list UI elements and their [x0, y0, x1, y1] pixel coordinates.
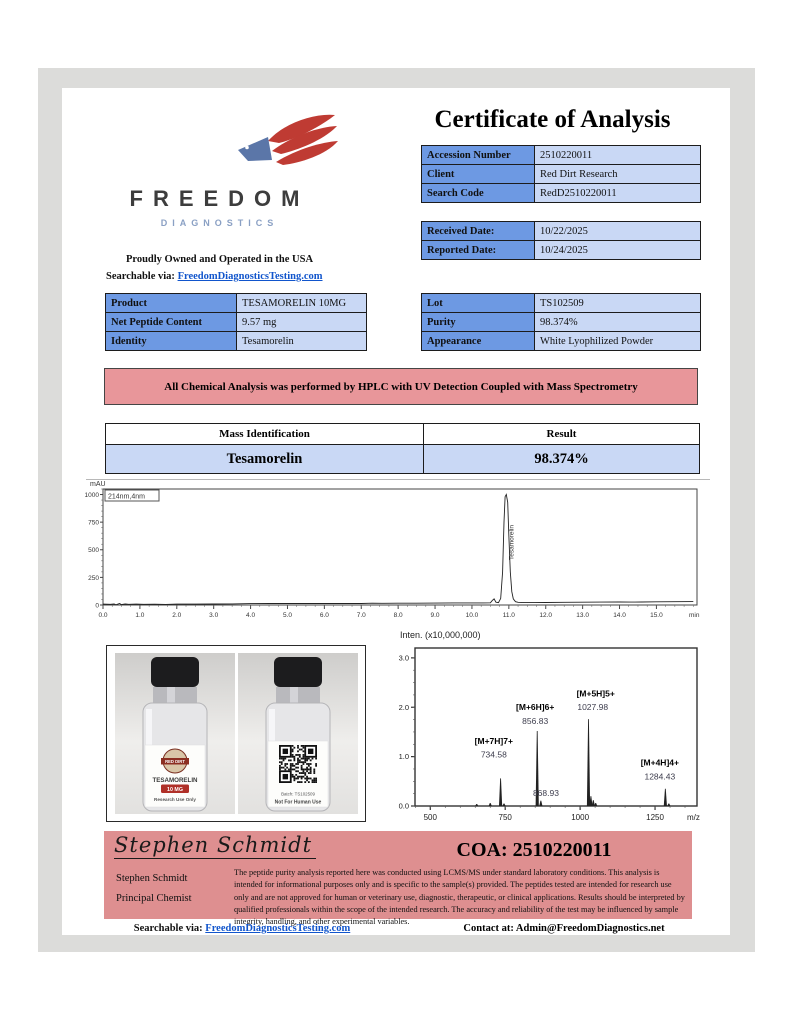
mass-id-compound: Tesamorelin: [106, 445, 424, 474]
table-row: [106, 424, 700, 445]
coa-number: COA: 2510220011: [456, 839, 612, 861]
dates-table: [421, 221, 701, 260]
svg-text:min: min: [689, 612, 700, 619]
vial-note-text: Research Use Only: [153, 797, 196, 802]
svg-text:3.0: 3.0: [398, 653, 409, 663]
searchable-label: Searchable via:: [106, 271, 175, 282]
svg-text:Tesamorelin: Tesamorelin: [508, 524, 516, 560]
svg-text:1000: 1000: [84, 491, 99, 499]
lot-label: Lot: [422, 294, 535, 313]
table-row: [422, 313, 701, 332]
table-row: [106, 313, 367, 332]
svg-text:500: 500: [423, 813, 437, 822]
svg-text:[M+6H]6+: [M+6H]6+: [516, 702, 555, 713]
svg-text:5.0: 5.0: [282, 612, 292, 619]
svg-text:734.58: 734.58: [480, 749, 507, 760]
certificate-page: [62, 88, 730, 935]
contact-line: Contact at: Admin@FreedomDiagnostics.net: [463, 923, 665, 934]
logo-wordmark: FREEDOM: [129, 186, 310, 211]
accession-label: Accession Number: [422, 146, 535, 165]
net-peptide-value: 9.57 mg: [237, 313, 367, 332]
disclaimer-text: The peptide purity analysis reported here was conducted using LCMS/MS under standard laboratory conditions. This analysis is intended for informational purposes only and is specific to the sample(s) provided. The peptides tested are intended for research use only and are not approved for human or veterinary use, diagnostic, therapeutic, or clinical applications. Results should be interpreted by qualified professionals within the scope of the intended research. The accuracy and reliability of the test may be influenced by sample integrity, handling, and other experimental variables.: [234, 868, 685, 927]
hplc-chromatogram: [86, 478, 710, 638]
svg-text:2.0: 2.0: [398, 702, 409, 712]
table-row: [106, 445, 700, 474]
vial-back-photo: [238, 653, 358, 814]
svg-text:1.0: 1.0: [135, 612, 145, 619]
svg-text:14.0: 14.0: [613, 612, 626, 619]
table-row: [422, 294, 701, 313]
purity-value: 98.374%: [535, 313, 701, 332]
result-header: Result: [424, 424, 700, 445]
vial-photos: [106, 645, 366, 822]
vial-name-text: TESAMORELIN: [151, 777, 198, 784]
svg-text:13.0: 13.0: [576, 612, 589, 619]
mass-identification-table: [105, 423, 700, 474]
received-date-label: Received Date:: [422, 222, 535, 241]
svg-text:3.0: 3.0: [209, 612, 219, 619]
table-row: [106, 332, 367, 351]
chemist-name: Stephen Schmidt: [116, 873, 188, 884]
svg-text:[M+4H]4+: [M+4H]4+: [640, 757, 679, 768]
page-title: Certificate of Analysis: [434, 106, 671, 133]
chemist-role: Principal Chemist: [116, 893, 192, 904]
searchable-line-bottom: [122, 923, 362, 934]
svg-text:[M+5H]5+: [M+5H]5+: [576, 688, 615, 699]
appearance-value: White Lyophilized Powder: [535, 332, 701, 351]
svg-text:856.83: 856.83: [522, 716, 549, 727]
table-row: [422, 222, 701, 241]
tagline: Proudly Owned and Operated in the USA: [125, 254, 314, 265]
svg-text:1027.98: 1027.98: [577, 702, 609, 713]
vial-batch-text: Batch: TS102509: [280, 791, 315, 797]
vial-warning-text: Not For Human Use: [274, 799, 321, 806]
svg-text:15.0: 15.0: [650, 612, 663, 619]
svg-text:750: 750: [88, 519, 99, 527]
signature: Stephen Schmidt: [114, 833, 316, 859]
vial-brand-text: RED DIRT: [164, 759, 185, 764]
accession-table: [421, 145, 701, 203]
table-row: [106, 294, 367, 313]
searchable-link-top[interactable]: FreedomDiagnosticsTesting.com: [177, 271, 323, 282]
table-row: [422, 165, 701, 184]
searchable-line-top: [106, 271, 323, 282]
svg-text:1250: 1250: [646, 813, 664, 822]
analysis-method-banner: All Chemical Analysis was performed by HPLC with UV Detection Coupled with Mass Spectrometry: [104, 368, 698, 405]
svg-text:500: 500: [88, 547, 99, 555]
vial-front-photo: [115, 653, 235, 814]
svg-text:8.0: 8.0: [393, 612, 403, 619]
purity-label: Purity: [422, 313, 535, 332]
search-code-value: RedD2510220011: [535, 184, 701, 203]
table-row: [422, 241, 701, 260]
svg-text:9.0: 9.0: [430, 612, 440, 619]
table-row: [422, 184, 701, 203]
product-value: TESAMORELIN 10MG: [237, 294, 367, 313]
svg-text:2.0: 2.0: [172, 612, 182, 619]
svg-text:214nm,4nm: 214nm,4nm: [108, 493, 145, 501]
svg-text:0: 0: [95, 602, 99, 610]
svg-text:750: 750: [498, 813, 512, 822]
mass-spectrum-chart: [392, 626, 724, 826]
svg-text:10.0: 10.0: [465, 612, 479, 619]
svg-text:250: 250: [88, 574, 99, 582]
svg-text:7.0: 7.0: [356, 612, 366, 619]
footer-signature-block: [104, 831, 692, 927]
identity-label: Identity: [106, 332, 237, 351]
freedom-eagle-logo-icon: [234, 114, 344, 178]
svg-text:0.0: 0.0: [98, 612, 108, 619]
reported-date-label: Reported Date:: [422, 241, 535, 260]
svg-text:4.0: 4.0: [246, 612, 256, 619]
appearance-label: Appearance: [422, 332, 535, 351]
svg-text:1000: 1000: [571, 813, 590, 822]
identity-value: Tesamorelin: [237, 332, 367, 351]
table-row: [422, 146, 701, 165]
svg-text:0.0: 0.0: [398, 801, 409, 811]
mass-id-result: 98.374%: [424, 445, 700, 474]
reported-date-value: 10/24/2025: [535, 241, 701, 260]
svg-text:12.0: 12.0: [539, 612, 553, 619]
svg-text:[M+7H]7+: [M+7H]7+: [474, 735, 513, 746]
svg-text:6.0: 6.0: [319, 612, 329, 619]
product-table: [105, 293, 367, 351]
product-label: Product: [106, 294, 237, 313]
accession-value: 2510220011: [535, 146, 701, 165]
svg-text:mAU: mAU: [90, 481, 106, 488]
mass-id-header: Mass Identification: [106, 424, 424, 445]
logo-subtitle: DIAGNOSTICS: [160, 218, 279, 228]
search-code-label: Search Code: [422, 184, 535, 203]
client-value: Red Dirt Research: [535, 165, 701, 184]
lot-table: [421, 293, 701, 351]
searchable-label: Searchable via:: [133, 923, 203, 934]
table-row: [422, 332, 701, 351]
net-peptide-label: Net Peptide Content: [106, 313, 237, 332]
lot-value: TS102509: [535, 294, 701, 313]
svg-text:Inten. (x10,000,000): Inten. (x10,000,000): [400, 630, 481, 640]
svg-text:868.93: 868.93: [532, 788, 559, 799]
vial-dose-text: 10 MG: [166, 787, 183, 793]
searchable-link-bottom[interactable]: FreedomDiagnosticsTesting.com: [205, 923, 351, 934]
svg-text:m/z: m/z: [687, 813, 700, 822]
received-date-value: 10/22/2025: [535, 222, 701, 241]
client-label: Client: [422, 165, 535, 184]
svg-text:11.0: 11.0: [502, 612, 515, 619]
svg-text:1284.43: 1284.43: [644, 771, 676, 782]
svg-text:1.0: 1.0: [398, 752, 409, 762]
